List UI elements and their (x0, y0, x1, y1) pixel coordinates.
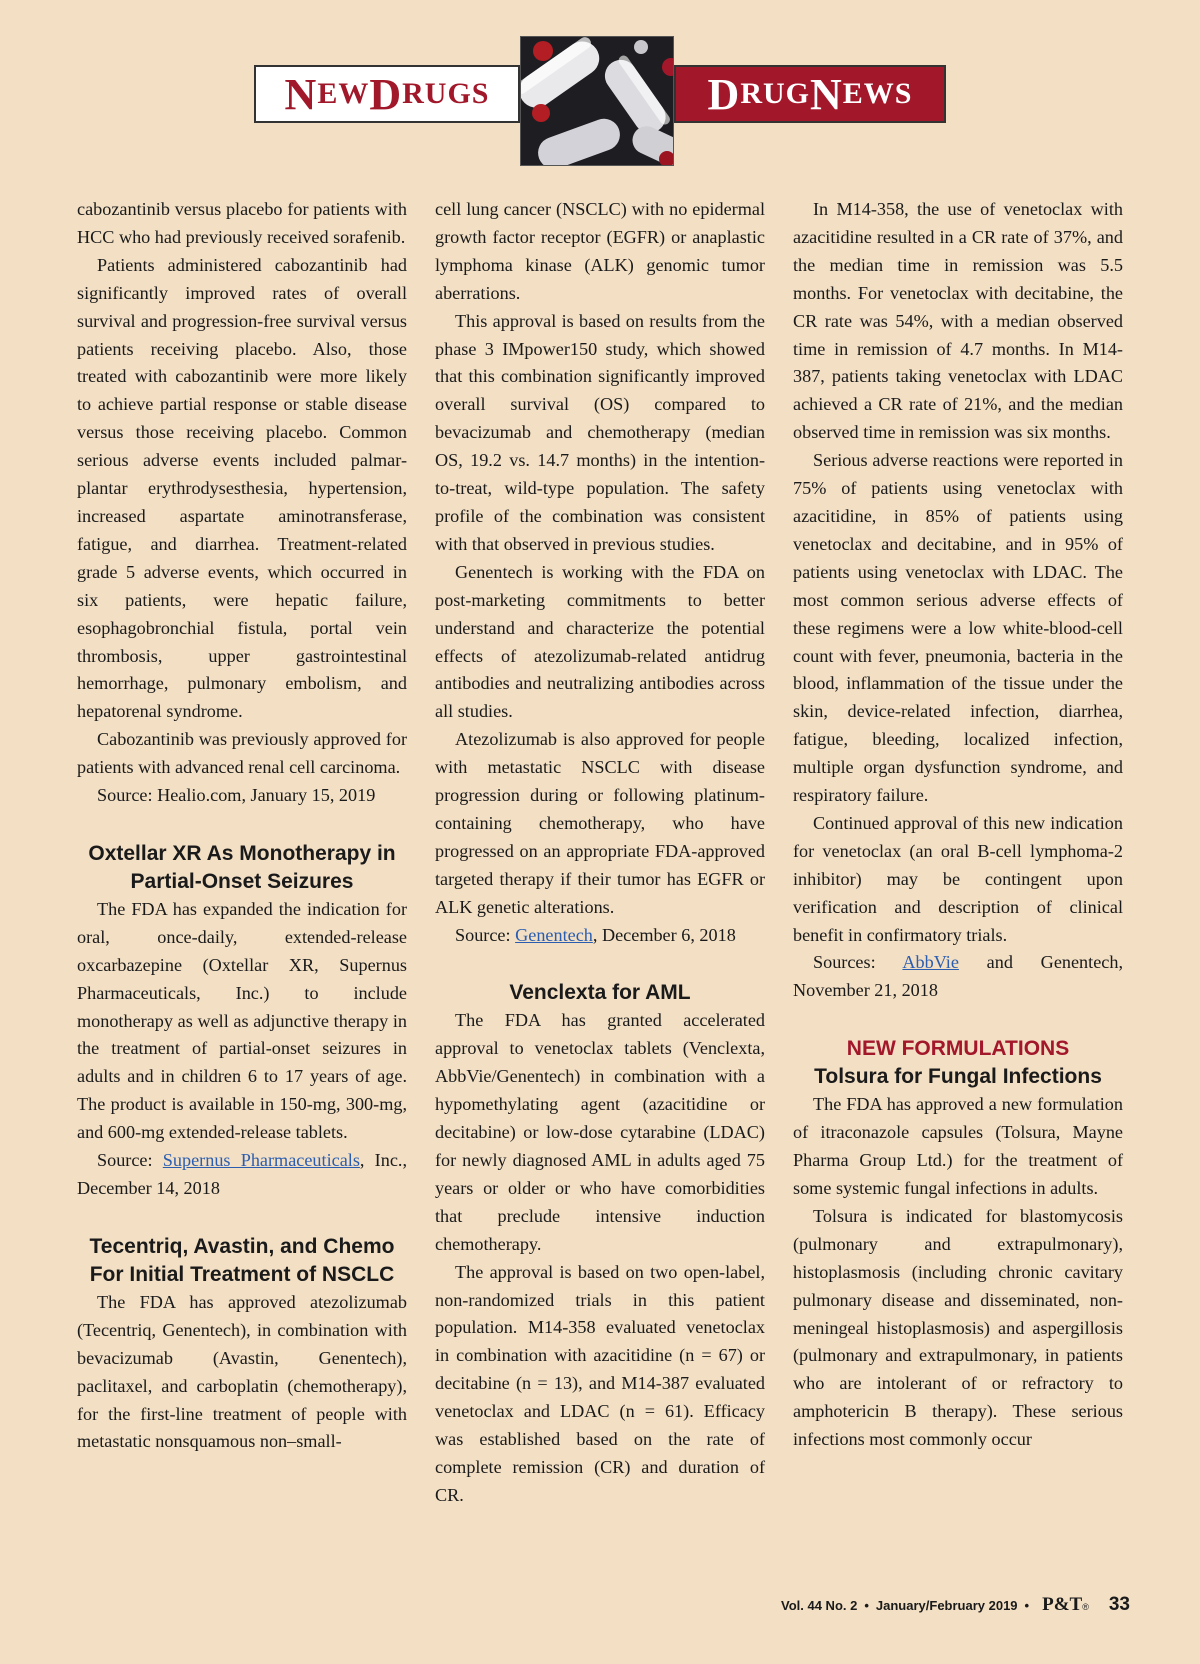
source-prefix: Sources: (813, 952, 903, 973)
label-part: RUG (740, 77, 810, 110)
paragraph: The FDA has approved a new formulation of itraconazole capsules (Tolsura, Mayne Pharma Group Ltd.) for the treatment of some systemic fungal infections in adults. (793, 1094, 1123, 1198)
source-line: Source: Healio.com, January 15, 2019 (97, 785, 376, 806)
label-part: EW (317, 77, 370, 110)
section-header (254, 36, 946, 166)
article-columns (77, 196, 1123, 1546)
heading-tecentriq: Tecentriq, Avastin, and Chemo For Initial Treatment of NSCLC (89, 1234, 395, 1286)
paragraph: The approval is based on two open-label, non-randomized trials in this patient population. M14-358 evaluated venetoclax in combination with azacitidine (n = 67) or decitabine (n = 13), and M14-387 evaluated venetoclax and LDAC (n = 61). Efficacy was established based on the rate of complete remission (CR) and duration of CR. (435, 1261, 765, 1505)
paragraph: Genentech is working with the FDA on post-marketing commitments to better understand and characterize the potential effects of atezolizumab-related antidrug antibodies and neutralizing antibodies across all studies. (435, 561, 765, 722)
drug-news-label (674, 65, 946, 123)
page-footer (760, 1594, 1130, 1624)
label-initial: N (284, 69, 318, 119)
heading-venclexta: Venclexta for AML (509, 981, 691, 1005)
separator: • (864, 1598, 869, 1613)
paragraph: cell lung cancer (NSCLC) with no epidermal growth factor receptor (EGFR) or anaplastic lymphoma kinase (ALK) genomic tumor aberrations. (435, 199, 765, 303)
label-initial: N (809, 69, 843, 119)
paragraph: Tolsura is indicated for blastomycosis (pulmonary and extrapulmonary), histoplasmosis (including chronic cavitary pulmonary disease and disseminated, non-meningeal histoplasmosis) and aspergillosis (pulmonary and extrapulmonary, in patients who are intolerant of or refractory to amphotericin B therapy). These serious infections most commonly occur (793, 1205, 1123, 1450)
paragraph: In M14-358, the use of venetoclax with azacitidine resulted in a CR rate of 37%, and the median time in remission was 5.5 months. For venetoclax with decitabine, the CR rate was 54%, with a median observed time in remission of 4.7 months. In M14-387, patients taking venetoclax with LDAC achieved a CR rate of 21%, and the median observed time in remission was six months. (793, 199, 1123, 443)
label-part: EWS (842, 77, 913, 110)
supernus-link[interactable]: Supernus Pharmaceuticals (162, 1150, 360, 1171)
paragraph: Atezolizumab is also approved for people with metastatic NSCLC with disease progression during or following platinum-containing chemotherapy, who have progressed on an appropriate FDA-approved targeted therapy if their tumor has EGFR or ALK genetic alterations. (435, 729, 765, 917)
source-prefix: Source: (455, 924, 516, 945)
heading-oxtellar: Oxtellar XR As Monotherapy in Partial-Onset Seizures (88, 841, 396, 893)
source-prefix: Source: (97, 1150, 163, 1171)
heading-new-formulations: NEW FORMULATIONS (846, 1037, 1070, 1061)
separator: • (1024, 1598, 1030, 1613)
new-drugs-label (254, 65, 520, 123)
paragraph: The FDA has expanded the indication for oral, once-daily, extended-release oxcarbazepine (Oxtellar XR, Supernus Pharmaceuticals, Inc.) to include monotherapy as well as adjunctive therapy in the treatment of partial-onset seizures in adults and in children 6 to 17 years of age. The product is available in 150-mg, 300-mg, and 600-mg extended-release tablets. (77, 898, 407, 1143)
heading-tolsura: Tolsura for Fungal Infections (814, 1065, 1102, 1089)
paragraph: Patients administered cabozantinib had significantly improved rates of overall survival and progression-free survival versus patients receiving placebo. Also, those treated with cabozantinib were more likely to achieve partial response or stable disease versus those receiving placebo. Common serious adverse events included palmar-plantar erythrodysesthesia, hypertension, increased aspartate aminotransferase, fatigue, and diarrhea. Treatment-related grade 5 adverse events, which occurred in six patients, were hepatic failure, esophagobronchial fistula, portal vein thrombosis, upper gastrointestinal hemorrhage, pulmonary embolism, and hepatorenal syndrome. (77, 254, 407, 722)
pills-image-icon (521, 37, 674, 166)
paragraph: Continued approval of this new indication for venetoclax (an oral B-cell lymphoma-2 inhibitor) may be contingent upon verification and description of clinical benefit in confirmatory trials. (793, 812, 1123, 945)
paragraph: cabozantinib versus placebo for patients with HCC who had previously received sorafenib. (77, 199, 407, 247)
paragraph: This approval is based on results from the phase 3 IMpower150 study, which showed that this combination significantly improved overall survival (OS) compared to bevacizumab and chemotherapy (median OS, 19.2 vs. 14.7 months) in the intention-to-treat, wild-type population. The safety profile of the combination was consistent with that observed in previous studies. (435, 310, 765, 554)
journal-name: P&T (1042, 1594, 1083, 1615)
pills-photo (520, 36, 674, 166)
source-line (435, 922, 765, 950)
paragraph: The FDA has approved atezolizumab (Tecentriq, Genentech), in combination with bevacizumab (Avastin, Genentech), paclitaxel, and carboplatin (chemotherapy), for the first-line treatment of people with metastatic nonsquamous non–small- (77, 1291, 407, 1452)
paragraph: The FDA has granted accelerated approval to venetoclax tablets (Venclexta, AbbVie/Genentech) in combination with a hypomethylating agent (azacitidine or decitabine) or low-dose cytarabine (LDAC) for newly diagnosed AML in adults aged 75 years or older or who have comorbidities that preclude intensive induction chemotherapy. (435, 1010, 765, 1254)
genentech-link[interactable]: Genentech (515, 924, 593, 945)
source-line (793, 949, 1123, 1005)
issue-date: January/February 2019 (875, 1598, 1018, 1613)
column-1 (77, 196, 407, 1456)
column-3 (793, 196, 1123, 1454)
paragraph: Cabozantinib was previously approved for patients with advanced renal cell carcinoma. (77, 729, 407, 778)
source-suffix: , December 6, 2018 (592, 924, 736, 945)
registered-mark: ® (1082, 1602, 1089, 1612)
source-line (77, 1147, 407, 1203)
source-suffix: , Inc., December 14, 2018 (77, 1150, 407, 1198)
source-suffix: and Genentech, November 21, 2018 (793, 952, 1123, 1001)
paragraph: Serious adverse reactions were reported in 75% of patients using venetoclax with azacitidine, in 85% of patients using venetoclax and decitabine, and in 95% of patients using venetoclax with LDAC. The most common serious adverse effects of these regimens were a low white-blood-cell count with fever, pneumonia, bacteria in the blood, inflammation of the tissue under the skin, device-related infection, diarrhea, fatigue, bleeding, localized infection, multiple organ dysfunction syndrome, and respiratory failure. (793, 450, 1123, 806)
label-initial: D (707, 69, 741, 119)
column-2 (435, 196, 765, 1510)
abbvie-link[interactable]: AbbVie (902, 952, 959, 973)
volume-info: Vol. 44 No. 2 (781, 1598, 858, 1613)
page-number: 33 (1108, 1594, 1130, 1615)
label-part: RUGS (402, 77, 490, 110)
label-initial: D (369, 69, 403, 119)
